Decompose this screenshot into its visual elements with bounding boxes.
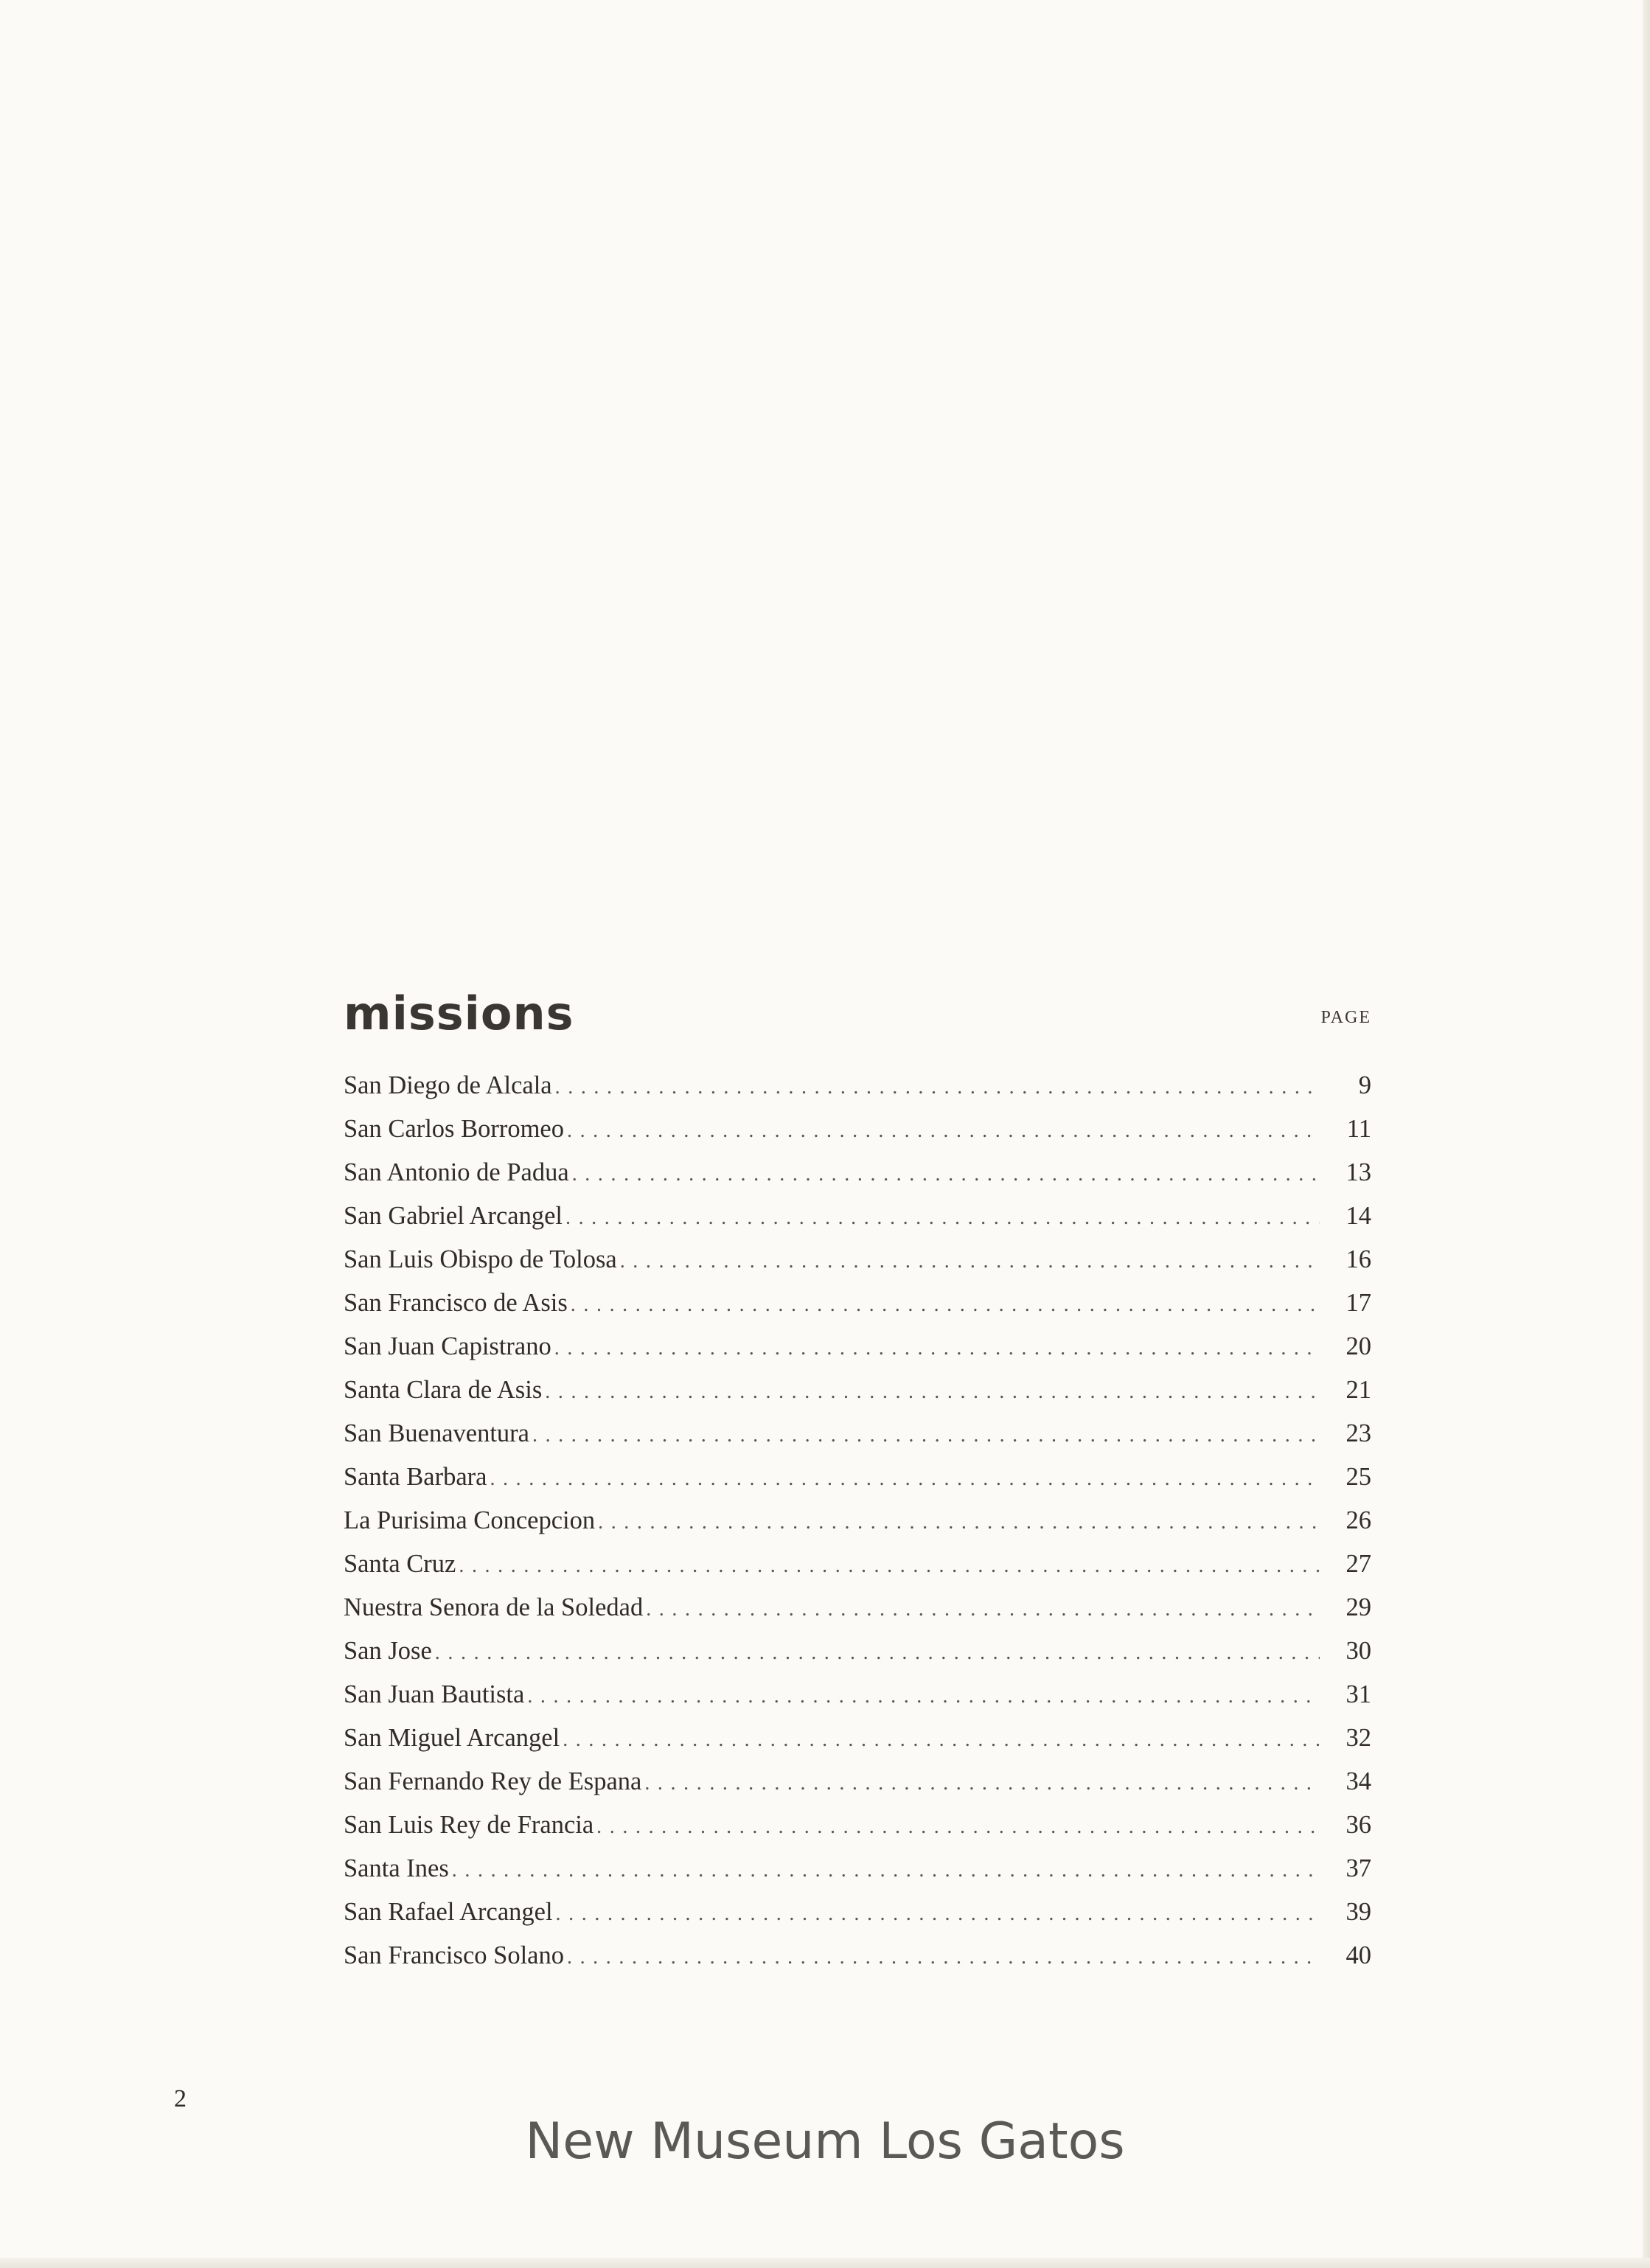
toc-entry <box>344 1934 1371 1977</box>
dot-leader <box>646 1587 1320 1631</box>
toc-entry <box>344 1281 1371 1325</box>
dot-leader <box>565 1196 1320 1239</box>
toc-entry <box>344 1542 1371 1586</box>
toc-entry-page: 40 <box>1346 1941 1371 1969</box>
dot-leader <box>532 1413 1320 1457</box>
toc-entry <box>344 1238 1371 1281</box>
toc-entry-name: San Francisco de Asis <box>344 1289 568 1317</box>
toc-entry-name: San Gabriel Arcangel <box>344 1202 563 1230</box>
toc-entry-page: 29 <box>1346 1593 1371 1621</box>
toc-entry-name: San Luis Obispo de Tolosa <box>344 1245 617 1273</box>
toc-list <box>344 1064 1371 1977</box>
dot-leader <box>556 1892 1320 1935</box>
toc-entry-page: 31 <box>1346 1680 1371 1708</box>
page-column-label: PAGE <box>1320 1008 1371 1027</box>
toc-entry-page: 23 <box>1346 1419 1371 1447</box>
toc-entry-name: San Carlos Borromeo <box>344 1115 564 1143</box>
dot-leader <box>644 1761 1320 1805</box>
toc-entry <box>344 1412 1371 1455</box>
toc-entry <box>344 1673 1371 1716</box>
toc-entry <box>344 1716 1371 1760</box>
toc-entry <box>344 1847 1371 1890</box>
toc-entry <box>344 1064 1371 1107</box>
page-edge-shadow <box>1643 0 1650 2268</box>
toc-entry <box>344 1499 1371 1542</box>
toc-entry <box>344 1151 1371 1194</box>
toc-entry-page: 16 <box>1346 1245 1371 1273</box>
toc-entry-name: San Fernando Rey de Espana <box>344 1767 642 1795</box>
toc-entry <box>344 1455 1371 1499</box>
toc-entry-page: 25 <box>1346 1463 1371 1491</box>
dot-leader <box>567 1109 1320 1152</box>
toc-entry-page: 20 <box>1346 1332 1371 1360</box>
toc-entry-name: Santa Cruz <box>344 1550 456 1578</box>
toc-entry <box>344 1760 1371 1803</box>
toc-entry-page: 36 <box>1346 1811 1371 1839</box>
toc-entry-name: San Francisco Solano <box>344 1941 564 1969</box>
toc-entry-name: San Miguel Arcangel <box>344 1724 560 1752</box>
table-of-contents <box>344 984 1371 1969</box>
toc-entry-page: 32 <box>1346 1724 1371 1752</box>
dot-leader <box>563 1718 1320 1761</box>
toc-entry-page: 14 <box>1346 1202 1371 1230</box>
dot-leader <box>459 1544 1320 1587</box>
watermark: New Museum Los Gatos <box>525 2112 1125 2171</box>
toc-entry <box>344 1368 1371 1412</box>
dot-leader <box>571 1283 1320 1326</box>
dot-leader <box>435 1631 1320 1674</box>
dot-leader <box>596 1805 1320 1848</box>
toc-entry-name: San Rafael Arcangel <box>344 1898 553 1926</box>
toc-entry-page: 11 <box>1346 1115 1371 1143</box>
toc-entry-name: La Purisima Concepcion <box>344 1506 596 1534</box>
toc-title: missions <box>344 987 574 1040</box>
toc-entry-page: 30 <box>1346 1637 1371 1665</box>
dot-leader <box>620 1239 1320 1283</box>
dot-leader <box>527 1674 1320 1718</box>
toc-header <box>344 984 1371 1043</box>
dot-leader <box>572 1152 1320 1196</box>
toc-entry-name: San Jose <box>344 1637 432 1665</box>
toc-entry-page: 9 <box>1358 1071 1371 1099</box>
toc-entry-page: 17 <box>1346 1289 1371 1317</box>
toc-entry-name: Nuestra Senora de la Soledad <box>344 1593 644 1621</box>
toc-entry-page: 26 <box>1346 1506 1371 1534</box>
toc-entry-name: San Juan Capistrano <box>344 1332 551 1360</box>
toc-entry-page: 27 <box>1346 1550 1371 1578</box>
dot-leader <box>490 1457 1320 1500</box>
toc-entry <box>344 1803 1371 1847</box>
dot-leader <box>598 1500 1320 1544</box>
toc-entry <box>344 1629 1371 1673</box>
toc-entry-page: 21 <box>1346 1376 1371 1404</box>
toc-entry <box>344 1586 1371 1629</box>
toc-entry-page: 13 <box>1346 1158 1371 1186</box>
toc-entry <box>344 1890 1371 1934</box>
toc-entry <box>344 1107 1371 1151</box>
toc-entry-name: Santa Ines <box>344 1854 449 1882</box>
toc-entry-name: San Juan Bautista <box>344 1680 525 1708</box>
toc-entry-name: San Diego de Alcala <box>344 1071 552 1099</box>
toc-entry-name: Santa Clara de Asis <box>344 1376 543 1404</box>
dot-leader <box>555 1065 1320 1109</box>
dot-leader <box>554 1326 1320 1370</box>
toc-entry-page: 39 <box>1346 1898 1371 1926</box>
dot-leader <box>567 1935 1320 1979</box>
toc-entry-page: 34 <box>1346 1767 1371 1795</box>
toc-entry <box>344 1325 1371 1368</box>
toc-entry <box>344 1194 1371 1238</box>
dot-leader <box>452 1848 1320 1892</box>
toc-entry-name: San Antonio de Padua <box>344 1158 569 1186</box>
dot-leader <box>545 1370 1320 1413</box>
toc-entry-name: San Luis Rey de Francia <box>344 1811 594 1839</box>
page-number: 2 <box>174 2085 187 2112</box>
toc-entry-page: 37 <box>1346 1854 1371 1882</box>
toc-entry-name: San Buenaventura <box>344 1419 529 1447</box>
toc-entry-name: Santa Barbara <box>344 1463 487 1491</box>
bottom-edge-shadow <box>0 2258 1650 2268</box>
